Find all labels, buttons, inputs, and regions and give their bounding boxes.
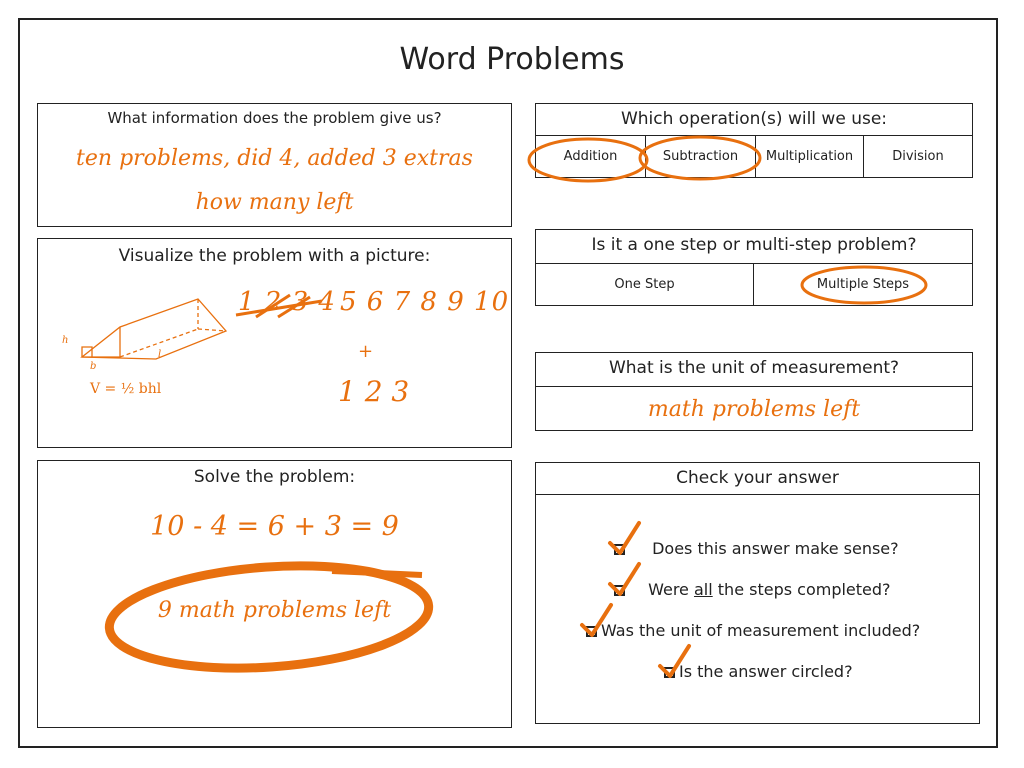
extras-numbers: 1 2 3 bbox=[338, 375, 410, 408]
info-label: What information does the problem give us? bbox=[107, 109, 442, 127]
solve-box bbox=[37, 460, 512, 728]
multiple-steps-circle-mark bbox=[794, 263, 934, 313]
remaining-numbers: 5 6 7 8 9 10 bbox=[340, 287, 510, 317]
steps-label: Is it a one step or multi-step problem? bbox=[591, 235, 917, 255]
checkmarks bbox=[536, 463, 981, 725]
option-one-step: One Step bbox=[536, 263, 754, 305]
check-box bbox=[535, 462, 980, 724]
option-multiple-steps: Multiple Steps bbox=[816, 276, 910, 292]
prism-label-b: b bbox=[90, 361, 97, 372]
solve-label: Solve the problem: bbox=[193, 467, 356, 487]
info-answer-line2: how many left bbox=[195, 190, 354, 215]
prism-label-l: l bbox=[158, 349, 162, 360]
volume-formula: V = ½ bhl bbox=[90, 381, 162, 397]
page-title: Word Problems bbox=[399, 42, 625, 77]
option-addition: Addition bbox=[536, 135, 646, 177]
unit-answer: math problems left bbox=[647, 397, 861, 422]
unit-box bbox=[535, 352, 973, 431]
option-multiplication: Multiplication bbox=[756, 135, 864, 177]
check-item-circled: Is the answer circled? bbox=[664, 662, 853, 681]
strike-lines bbox=[234, 287, 334, 327]
operation-box bbox=[535, 103, 973, 178]
check-item-steps: Were all the steps completed? bbox=[614, 580, 891, 599]
unit-label: What is the unit of measurement? bbox=[608, 358, 900, 378]
option-division: Division bbox=[892, 148, 944, 164]
check-item-unit: Was the unit of measurement included? bbox=[586, 621, 920, 640]
visualize-label: Visualize the problem with a picture: bbox=[118, 246, 431, 266]
solve-equation: 10 - 4 = 6 + 3 = 9 bbox=[150, 511, 399, 542]
operation-label: Which operation(s) will we use: bbox=[620, 109, 888, 129]
check-item-sense: Does this answer make sense? bbox=[614, 539, 899, 558]
subtraction-circle-mark bbox=[636, 134, 766, 186]
solve-answer: 9 math problems left bbox=[157, 598, 392, 623]
check-label: Check your answer bbox=[676, 468, 839, 488]
info-box bbox=[37, 103, 512, 227]
steps-box bbox=[535, 229, 973, 306]
info-answer-line1: ten problems, did 4, added 3 extras bbox=[76, 146, 473, 171]
plus-sign: + bbox=[358, 341, 374, 362]
option-subtraction: Subtraction bbox=[646, 135, 756, 177]
prism-label-h: h bbox=[62, 335, 69, 346]
crossed-numbers: 1 2 3 4 bbox=[238, 287, 336, 317]
visualize-box bbox=[37, 238, 512, 448]
